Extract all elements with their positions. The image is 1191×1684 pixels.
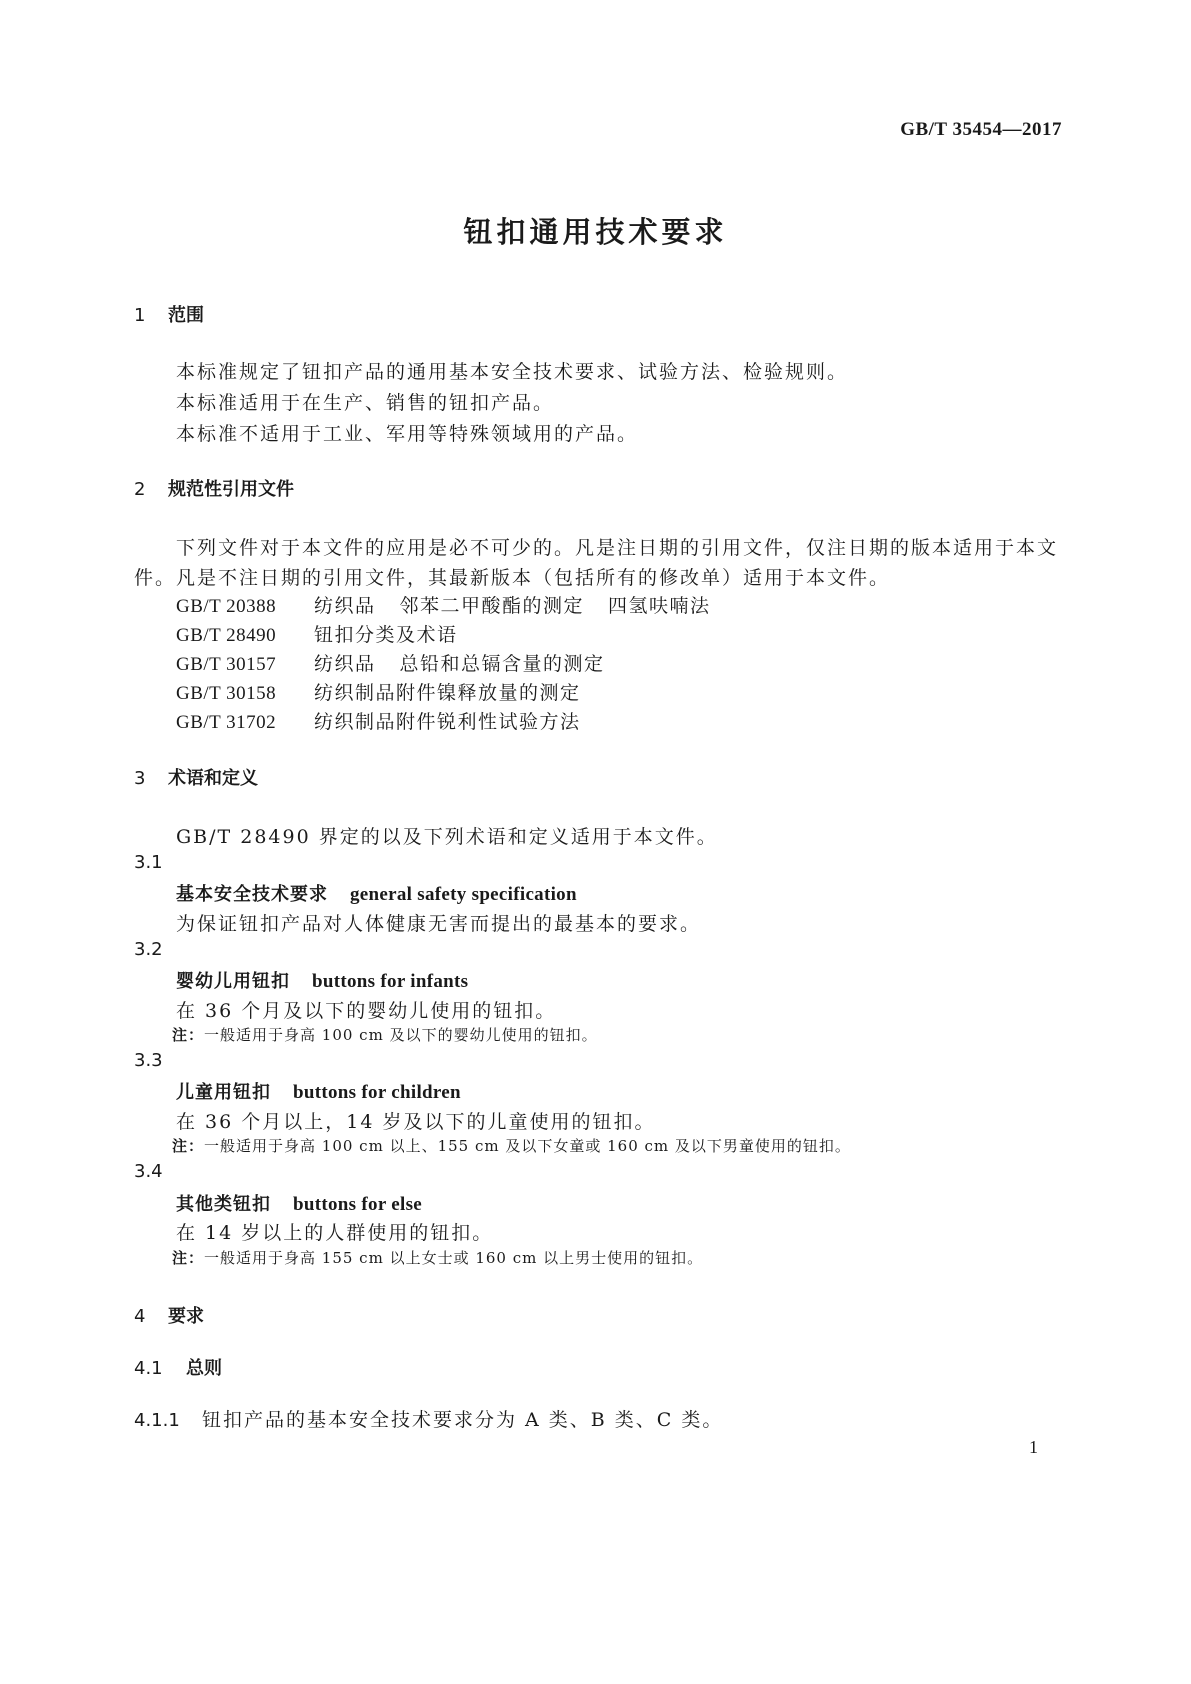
- term-definition: 在 36 个月以上，14 岁及以下的儿童使用的钮扣。: [176, 1111, 656, 1133]
- clause: [134, 1405, 723, 1432]
- note-text: 一般适用于身高 100 cm 及以下的婴幼儿使用的钮扣。: [204, 1026, 598, 1044]
- paragraph: 本标准不适用于工业、军用等特殊领域用的产品。: [176, 423, 639, 445]
- page-title: 钮扣通用技术要求: [463, 215, 728, 249]
- note-text: 一般适用于身高 100 cm 以上、155 cm 及以下女童或 160 cm 及以下男童使用的钮扣。: [204, 1137, 851, 1155]
- paragraph: 下列文件对于本文件的应用是必不可少的。凡是注日期的引用文件，仅注日期的版本适用于本文: [176, 537, 1059, 559]
- section-title: 要求: [168, 1306, 204, 1327]
- term-zh: 其他类钮扣: [176, 1194, 271, 1215]
- term-heading: [176, 1078, 461, 1104]
- section-title: 术语和定义: [168, 768, 258, 789]
- reference-title: 纺织制品附件镍释放量的测定: [314, 682, 581, 704]
- term-zh: 基本安全技术要求: [176, 884, 328, 905]
- term-note: [172, 1135, 851, 1156]
- reference-code: GB/T 30158: [176, 683, 277, 704]
- reference-item: [176, 591, 711, 618]
- section-number: 4: [134, 1306, 146, 1327]
- reference-item: [176, 649, 605, 676]
- term-zh: 婴幼儿用钮扣: [176, 971, 290, 992]
- reference-code: GB/T 31702: [176, 712, 277, 733]
- section-heading-3: [134, 764, 258, 790]
- section-number: 2: [134, 479, 146, 500]
- term-definition: 为保证钮扣产品对人体健康无害而提出的最基本的要求。: [176, 913, 702, 935]
- section-title: 规范性引用文件: [168, 479, 294, 500]
- term-number: 3.4: [134, 1161, 163, 1182]
- subsection-title: 总则: [186, 1358, 222, 1379]
- subsection-number: 4.1: [134, 1358, 163, 1379]
- reference-method: 四氢呋喃法: [608, 595, 711, 617]
- paragraph: 本标准适用于在生产、销售的钮扣产品。: [176, 392, 555, 414]
- term-number: 3.3: [134, 1050, 163, 1071]
- term-heading: [176, 1190, 422, 1216]
- reference-subtitle: 邻苯二甲酸酯的测定: [399, 595, 585, 617]
- reference-code: GB/T 20388: [176, 596, 277, 617]
- term-en: buttons for else: [293, 1194, 423, 1215]
- note-label: 注：: [172, 1137, 205, 1155]
- section-heading-2: [134, 475, 294, 501]
- term-number: 3.1: [134, 852, 163, 873]
- term-number: 3.2: [134, 939, 163, 960]
- section-number: 3: [134, 768, 146, 789]
- note-label: 注：: [172, 1249, 205, 1267]
- term-heading: [176, 880, 577, 906]
- paragraph: GB/T 28490 界定的以及下列术语和定义适用于本文件。: [176, 826, 718, 848]
- reference-title: 纺织品: [314, 595, 376, 617]
- reference-code: GB/T 30157: [176, 654, 277, 675]
- paragraph-continuation: 件。凡是不注日期的引用文件，其最新版本（包括所有的修改单）适用于本文件。: [134, 567, 891, 589]
- reference-code: GB/T 28490: [176, 625, 277, 646]
- section-heading-4: [134, 1302, 204, 1328]
- term-en: buttons for children: [293, 1082, 461, 1103]
- term-heading: [176, 967, 468, 993]
- reference-item: [176, 707, 581, 734]
- reference-item: [176, 620, 458, 647]
- term-definition: 在 36 个月及以下的婴幼儿使用的钮扣。: [176, 1000, 557, 1022]
- clause-number: 4.1.1: [134, 1410, 180, 1431]
- reference-item: [176, 678, 581, 705]
- section-title: 范围: [168, 305, 204, 326]
- clause-text: 钮扣产品的基本安全技术要求分为 A 类、B 类、C 类。: [202, 1409, 724, 1431]
- reference-title: 钮扣分类及术语: [314, 624, 458, 646]
- reference-subtitle: 总铅和总镉含量的测定: [399, 653, 605, 675]
- standard-number: GB/T 35454—2017: [900, 119, 1062, 140]
- section-heading-1: [134, 301, 204, 327]
- reference-title: 纺织品: [314, 653, 376, 675]
- term-en: buttons for infants: [312, 971, 469, 992]
- reference-title: 纺织制品附件锐利性试验方法: [314, 711, 581, 733]
- section-number: 1: [134, 305, 146, 326]
- paragraph: 本标准规定了钮扣产品的通用基本安全技术要求、试验方法、检验规则。: [176, 361, 849, 383]
- term-note: [172, 1024, 598, 1045]
- page-number: 1: [1029, 1437, 1038, 1457]
- subsection-heading: [134, 1354, 222, 1380]
- note-label: 注：: [172, 1026, 205, 1044]
- term-en: general safety specification: [350, 884, 577, 905]
- term-note: [172, 1247, 703, 1268]
- term-zh: 儿童用钮扣: [176, 1082, 271, 1103]
- note-text: 一般适用于身高 155 cm 以上女士或 160 cm 以上男士使用的钮扣。: [204, 1249, 704, 1267]
- term-definition: 在 14 岁以上的人群使用的钮扣。: [176, 1222, 494, 1244]
